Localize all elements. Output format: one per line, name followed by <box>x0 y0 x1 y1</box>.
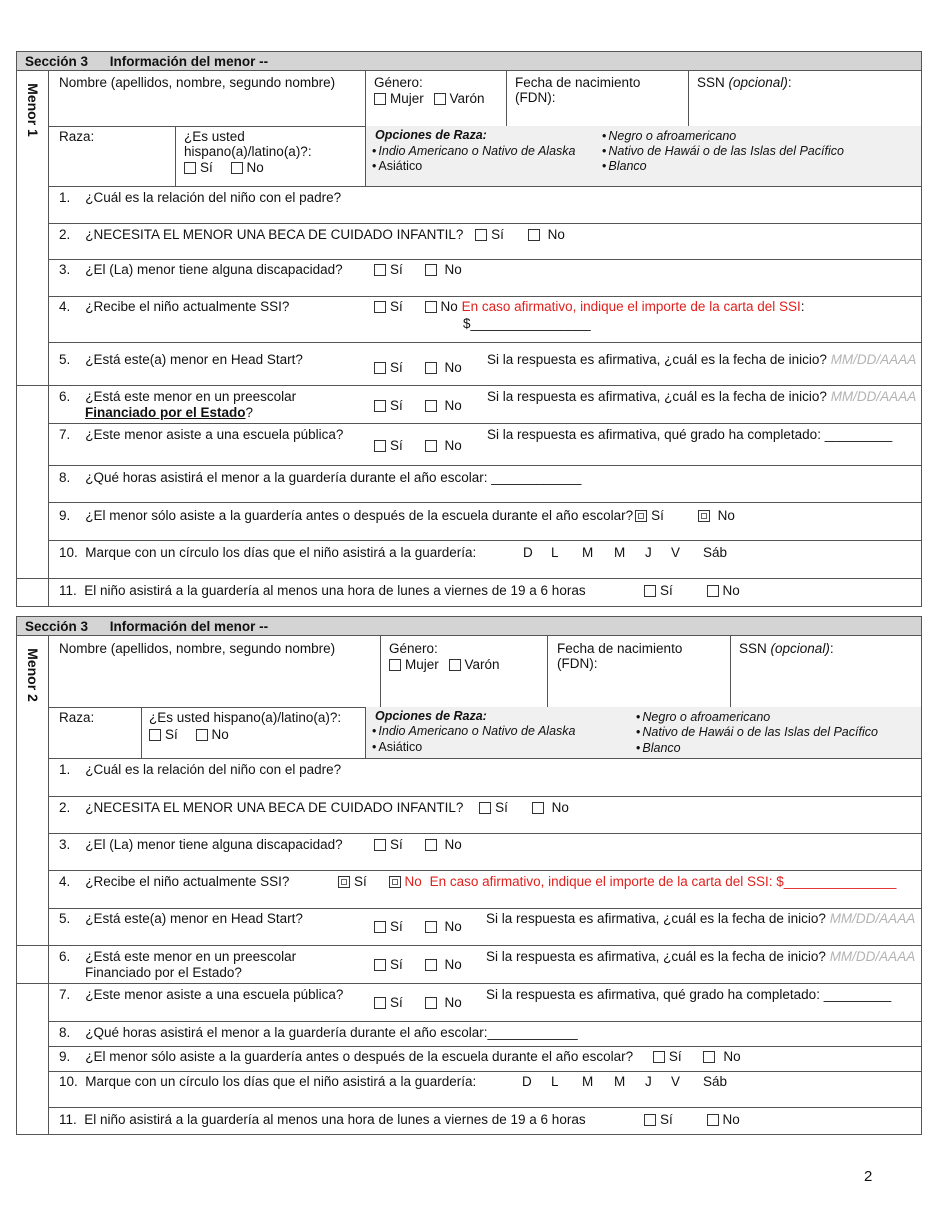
race-option: • Asiático <box>372 740 422 754</box>
dob-label: Fecha de nacimiento (FDN): <box>557 641 683 671</box>
q6-yes-label: Sí <box>390 957 403 972</box>
gender-label: Género: <box>374 75 423 90</box>
q9-yes-checkbox[interactable] <box>653 1051 665 1063</box>
question-10: 10. Marque con un círculo los días que el niño asistirá a la guardería: <box>59 1074 477 1089</box>
question-3: 3. ¿El (La) menor tiene alguna discapacidad? <box>59 837 343 852</box>
q6-followup <box>486 949 915 964</box>
day-J[interactable]: J <box>645 545 652 560</box>
hispanic-no-label: No <box>211 727 229 742</box>
female-checkbox[interactable] <box>389 659 401 671</box>
question-5: 5. ¿Está este(a) menor en Head Start? <box>59 911 303 926</box>
q4-options <box>374 299 805 314</box>
question-4: 4. ¿Recibe el niño actualmente SSI? <box>59 874 290 889</box>
q5-yes-label: Sí <box>390 919 403 934</box>
section-title: Información del menor -- <box>109 619 269 634</box>
question-7: 7. ¿Este menor asiste a una escuela pública? <box>59 987 344 1002</box>
dob-label: Fecha de nacimiento (FDN): <box>515 75 641 105</box>
race-label: Raza: <box>59 710 95 725</box>
day-Sab[interactable]: Sáb <box>703 1074 728 1089</box>
q11-no-checkbox[interactable] <box>707 1114 719 1126</box>
q6-yes-label: Sí <box>390 398 403 413</box>
question-4: 4. ¿Recibe el niño actualmente SSI? <box>59 299 290 314</box>
q2-no-label: No <box>551 800 569 815</box>
q2-yes-checkbox[interactable] <box>479 802 491 814</box>
hispanic-options <box>149 727 229 742</box>
section-header <box>17 617 921 636</box>
race-option: • Blanco <box>636 741 681 755</box>
question-2-text: 2. ¿NECESITA EL MENOR UNA BECA DE CUIDADO INFANTIL? <box>59 800 464 815</box>
hispanic-yes-label: Sí <box>200 160 213 175</box>
q5-date-field[interactable]: MM/DD/AAAA <box>829 911 916 926</box>
q6-options <box>374 957 462 972</box>
question-2-text: 2. ¿NECESITA EL MENOR UNA BECA DE CUIDADO INFANTIL? <box>59 227 464 242</box>
q4-no-label: No <box>440 299 458 314</box>
q4-no-checkbox[interactable] <box>389 876 401 888</box>
q3-yes-label: Sí <box>390 262 403 277</box>
q6-state-funded: Financiado por el Estado <box>85 405 246 420</box>
day-M[interactable]: M <box>582 1074 594 1089</box>
section-child-2 <box>16 616 922 1135</box>
q5-followup-text: Si la respuesta es afirmativa, ¿cuál es la fecha de inicio? <box>487 352 827 367</box>
day-D[interactable]: D <box>523 545 533 560</box>
q5-no-label: No <box>444 360 462 375</box>
question-11: 11. El niño asistirá a la guardería al menos una hora de lunes a viernes de 19 a 6 horas <box>59 583 586 598</box>
day-V[interactable]: V <box>671 1074 681 1089</box>
question-9 <box>59 508 735 523</box>
q5-no-label: No <box>444 919 462 934</box>
ssn-label <box>739 641 834 656</box>
day-M2[interactable]: M <box>614 545 626 560</box>
q9-no-checkbox[interactable] <box>703 1051 715 1063</box>
q7-yes-label: Sí <box>390 438 403 453</box>
q11-yes-label: Sí <box>660 583 673 598</box>
race-option: • Indio Americano o Nativo de Alaska <box>372 144 576 158</box>
q4-yes-label: Sí <box>390 299 403 314</box>
day-M2[interactable]: M <box>614 1074 626 1089</box>
q6-no-label: No <box>444 957 462 972</box>
hispanic-yes-label: Sí <box>165 727 178 742</box>
race-options-title: Opciones de Raza: <box>375 128 487 142</box>
name-label: Nombre (apellidos, nombre, segundo nombre) <box>59 75 336 90</box>
question-9 <box>59 1049 741 1064</box>
sidebar <box>17 71 49 606</box>
ssn-label <box>697 75 792 90</box>
race-option: • Negro o afroamericano <box>602 129 736 143</box>
q6-date-field[interactable]: MM/DD/AAAA <box>829 949 916 964</box>
question-3: 3. ¿El (La) menor tiene alguna discapacidad? <box>59 262 343 277</box>
q3-no-checkbox[interactable] <box>425 264 437 276</box>
q11-no-label: No <box>722 1112 740 1127</box>
female-checkbox[interactable] <box>374 93 386 105</box>
q7-no-checkbox[interactable] <box>425 997 437 1009</box>
q6-no-label: No <box>444 398 462 413</box>
q6-date-field[interactable]: MM/DD/AAAA <box>830 389 917 404</box>
q6-yes-checkbox[interactable] <box>374 400 386 412</box>
question-10: 10. Marque con un círculo los días que el niño asistirá a la guardería: <box>59 545 477 560</box>
q5-options <box>374 360 462 375</box>
q5-yes-checkbox[interactable] <box>374 362 386 374</box>
q6-followup-text: Si la respuesta es afirmativa, ¿cuál es la fecha de inicio? <box>487 389 827 404</box>
page-number: 2 <box>864 1168 873 1185</box>
q9-no-label: No <box>717 508 735 523</box>
day-V[interactable]: V <box>671 545 681 560</box>
day-M[interactable]: M <box>582 545 594 560</box>
race-label: Raza: <box>59 129 95 144</box>
race-option: • Asiático <box>372 159 422 173</box>
q5-followup <box>487 352 916 367</box>
q11-no-checkbox[interactable] <box>707 585 719 597</box>
day-D[interactable]: D <box>522 1074 532 1089</box>
q5-followup-text: Si la respuesta es afirmativa, ¿cuál es la fecha de inicio? <box>486 911 826 926</box>
day-Sab[interactable]: Sáb <box>703 545 728 560</box>
race-option: • Negro o afroamericano <box>636 710 770 724</box>
q3-yes-checkbox[interactable] <box>374 264 386 276</box>
q7-no-label: No <box>444 995 462 1010</box>
hispanic-no-checkbox[interactable] <box>196 729 208 741</box>
q3-no-checkbox[interactable] <box>425 839 437 851</box>
q3-no-label: No <box>444 837 462 852</box>
ssn-colon: : <box>829 641 834 656</box>
ssn-optional: (opcional) <box>770 641 830 656</box>
q7-yes-checkbox[interactable] <box>374 440 386 452</box>
question-1: 1. ¿Cuál es la relación del niño con el padre? <box>59 762 342 777</box>
q6-followup-text: Si la respuesta es afirmativa, ¿cuál es la fecha de inicio? <box>486 949 826 964</box>
q4-colon: : <box>800 299 805 314</box>
question-2 <box>59 227 565 242</box>
q9-yes-label: Sí <box>651 508 664 523</box>
male-checkbox[interactable] <box>449 659 461 671</box>
race-option: • Indio Americano o Nativo de Alaska <box>372 724 576 738</box>
q9-no-label: No <box>723 1049 741 1064</box>
name-label: Nombre (apellidos, nombre, segundo nombre) <box>59 641 336 656</box>
q2-no-checkbox[interactable] <box>528 229 540 241</box>
q11-yes-checkbox[interactable] <box>644 585 656 597</box>
q9-no-checkbox[interactable] <box>698 510 710 522</box>
hispanic-yes-checkbox[interactable] <box>184 162 196 174</box>
question-9-text: 9. ¿El menor sólo asiste a la guardería antes o después de la escuela durante el año escolar? <box>59 508 634 523</box>
gender-options <box>389 657 500 672</box>
q7-options <box>374 438 462 453</box>
q2-no-label: No <box>547 227 565 242</box>
q11-yes-checkbox[interactable] <box>644 1114 656 1126</box>
q3-options <box>374 262 462 277</box>
q5-no-checkbox[interactable] <box>425 921 437 933</box>
q6-followup <box>487 389 916 404</box>
question-5: 5. ¿Está este(a) menor en Head Start? <box>59 352 303 367</box>
q3-yes-checkbox[interactable] <box>374 839 386 851</box>
day-J[interactable]: J <box>645 1074 652 1089</box>
q5-yes-label: Sí <box>390 360 403 375</box>
q11-no-label: No <box>722 583 740 598</box>
section-child-1 <box>16 51 922 607</box>
question-9-text: 9. ¿El menor sólo asiste a la guardería antes o después de la escuela durante el año escolar? <box>59 1049 634 1064</box>
section-number: Sección 3 <box>25 619 89 634</box>
question-2 <box>59 800 569 815</box>
race-option: • Blanco <box>602 159 647 173</box>
male-checkbox[interactable] <box>434 93 446 105</box>
q2-yes-checkbox[interactable] <box>475 229 487 241</box>
question-8: 8. ¿Qué horas asistirá el menor a la guardería durante el año escolar:____________ <box>59 1025 578 1040</box>
q7-options <box>374 995 462 1010</box>
race-options-title: Opciones de Raza: <box>375 709 487 723</box>
q5-followup <box>486 911 915 926</box>
q6-qmark: ? <box>245 405 254 420</box>
q11-options <box>644 583 740 598</box>
ssn-optional: (opcional) <box>728 75 788 90</box>
q4-ssi-instruction[interactable]: En caso afirmativo, indique el importe de la carta del SSI: $_______________ <box>429 874 897 889</box>
day-L[interactable]: L <box>551 545 559 560</box>
question-6: 6. ¿Está este menor en un preescolar <box>59 949 297 964</box>
q2-yes-label: Sí <box>491 227 504 242</box>
q5-options <box>374 919 462 934</box>
question-7: 7. ¿Este menor asiste a una escuela pública? <box>59 427 344 442</box>
q4-options <box>338 874 896 889</box>
q6-no-checkbox[interactable] <box>425 959 437 971</box>
male-label: Varón <box>464 657 500 672</box>
q7-yes-checkbox[interactable] <box>374 997 386 1009</box>
q6-options <box>374 398 462 413</box>
hispanic-yes-checkbox[interactable] <box>149 729 161 741</box>
hispanic-question: ¿Es usted hispano(a)/latino(a)?: <box>184 129 312 159</box>
gender-label: Género: <box>389 641 438 656</box>
q2-yes-label: Sí <box>495 800 508 815</box>
q7-followup: Si la respuesta es afirmativa, qué grado ha completado: _________ <box>486 987 892 1002</box>
q4-yes-label: Sí <box>354 874 367 889</box>
q7-yes-label: Sí <box>390 995 403 1010</box>
hispanic-no-checkbox[interactable] <box>231 162 243 174</box>
sidebar <box>17 636 49 1134</box>
q4-no-checkbox[interactable] <box>425 301 437 313</box>
race-option: • Nativo de Hawái o de las Islas del Pacífico <box>636 725 878 739</box>
ssn-text: SSN <box>739 641 767 656</box>
ssn-text: SSN <box>697 75 725 90</box>
section-header <box>17 52 921 71</box>
hispanic-question: ¿Es usted hispano(a)/latino(a)?: <box>149 710 342 725</box>
q3-yes-label: Sí <box>390 837 403 852</box>
q3-no-label: No <box>444 262 462 277</box>
q4-yes-checkbox[interactable] <box>374 301 386 313</box>
sidebar-label: Menor 1 <box>25 83 41 137</box>
q11-options <box>644 1112 740 1127</box>
q4-amount-field[interactable]: $________________ <box>463 316 591 331</box>
q5-date-field[interactable]: MM/DD/AAAA <box>830 352 917 367</box>
q4-yes-checkbox[interactable] <box>338 876 350 888</box>
race-option: • Nativo de Hawái o de las Islas del Pacífico <box>602 144 844 158</box>
female-label: Mujer <box>405 657 439 672</box>
question-6: 6. ¿Está este menor en un preescolar <box>59 389 297 404</box>
q7-no-label: No <box>444 438 462 453</box>
male-label: Varón <box>449 91 485 106</box>
q6-yes-checkbox[interactable] <box>374 959 386 971</box>
q7-no-checkbox[interactable] <box>425 440 437 452</box>
gender-options <box>374 91 485 106</box>
q6-no-checkbox[interactable] <box>425 400 437 412</box>
hispanic-options <box>184 160 264 175</box>
q5-yes-checkbox[interactable] <box>374 921 386 933</box>
question-8: 8. ¿Qué horas asistirá el menor a la guardería durante el año escolar: ____________ <box>59 470 582 485</box>
section-title: Información del menor -- <box>109 54 269 69</box>
q3-options <box>374 837 462 852</box>
ssn-colon: : <box>787 75 792 90</box>
question-6-cont <box>85 405 253 420</box>
sidebar-label: Menor 2 <box>25 648 41 702</box>
q5-no-checkbox[interactable] <box>425 362 437 374</box>
q2-no-checkbox[interactable] <box>532 802 544 814</box>
question-6-cont: Financiado por el Estado? <box>85 965 242 980</box>
day-L[interactable]: L <box>551 1074 559 1089</box>
q7-followup: Si la respuesta es afirmativa, qué grado ha completado: _________ <box>487 427 893 442</box>
hispanic-no-label: No <box>246 160 264 175</box>
q4-ssi-instruction: En caso afirmativo, indique el importe de la carta del SSI <box>461 299 801 314</box>
question-1: 1. ¿Cuál es la relación del niño con el padre? <box>59 190 342 205</box>
q4-no-label: No <box>404 874 422 889</box>
q9-yes-checkbox[interactable] <box>635 510 647 522</box>
female-label: Mujer <box>390 91 424 106</box>
q9-yes-label: Sí <box>668 1049 682 1064</box>
section-number: Sección 3 <box>25 54 89 69</box>
question-11: 11. El niño asistirá a la guardería al menos una hora de lunes a viernes de 19 a 6 horas <box>59 1112 586 1127</box>
q11-yes-label: Sí <box>660 1112 673 1127</box>
